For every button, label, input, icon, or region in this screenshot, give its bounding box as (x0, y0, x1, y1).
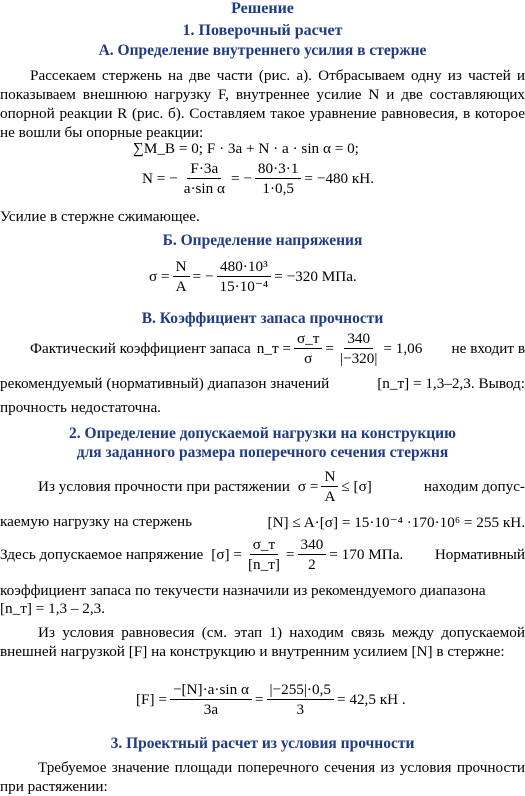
section-1a-heading: А. Определение внутреннего усилия в стержне (98, 42, 427, 59)
formula-n-den2: |−320| (339, 350, 378, 367)
solution-heading: Решение (231, 0, 294, 17)
section-3-heading: 3. Проектный расчет из условия прочности (110, 735, 415, 752)
formula-sigma (149, 258, 357, 296)
section-2-heading-line1: 2. Определение допускаемой нагрузки на конструкцию (69, 425, 456, 442)
range-values: = 1,3–2,3. Вывод: (412, 375, 525, 392)
paragraph-required-area: Требуемое значение площади поперечного сечения из условия прочности при растяжении: (0, 759, 525, 795)
formula-allowed-frac1 (245, 536, 283, 574)
formula-strength-lhs: σ = (297, 478, 319, 495)
formula-N-mid: = − (230, 170, 252, 187)
formula-F-lhs: [F] = (136, 691, 167, 708)
formula-strength-frac (321, 468, 338, 506)
paragraph-cut-rod: Рассекаем стержень на две части (рис. а). Отбрасываем одну из частей и показываем внешнюю нагрузку F, внутреннее усилие N и две составляющих опорной реакции R (рис. б). Составляем такое уравнение равновесия, в которое не вошли бы опорные реакции: (0, 67, 525, 141)
range-symbol: [n_т] (377, 375, 410, 392)
formula-sigma-frac2 (216, 258, 271, 296)
formula-strength-den: A (324, 488, 336, 505)
factual-coefficient-line: Фактический коэффициент запаса n_т = $\frac{\sigma\_т}{\sigma}$ = $\frac{340}{|-320|}$ = 1,06 не входит в (30, 330, 525, 367)
formula-n-frac1 (294, 330, 322, 368)
paragraph-compressed: Усилие в стержне сжимающее. (0, 208, 200, 225)
formula-F-num2: |−255|·0,5 (267, 681, 334, 700)
formula-N-num2: 80·3·1 (255, 160, 302, 179)
formula-strength-num: N (321, 468, 338, 487)
formula-allowed-den2: 2 (308, 556, 316, 573)
section-2-heading-line2: для заданного размера поперечного сечения стержня (76, 444, 449, 461)
formula-F-den: 3a (203, 701, 219, 718)
formula-F-frac1 (170, 681, 252, 719)
range-text: рекомендуемый (нормативный) диапазон значений (0, 375, 330, 392)
formula-allowed-num2: 340 (298, 536, 327, 555)
formula-N-den: a·sin α (183, 180, 225, 197)
strength-post: находим допус- (423, 478, 525, 495)
formula-F-den2: 3 (296, 701, 305, 718)
formula-F-result: = 42,5 кН . (336, 691, 406, 708)
allowed-stress-text: Здесь допускаемое напряжение (0, 546, 204, 563)
formula-sigma-den: A (175, 278, 187, 295)
paragraph-equilibrium: Из условия равновесия (см. этап 1) находим связь между допускаемой внешней нагрузкой [F] на конструкцию и внутренним усилием [N] в стержне: (0, 624, 525, 660)
formula-allowed-frac2 (298, 536, 327, 574)
formula-sigma-result: = −320 МПа. (274, 268, 357, 285)
coefficient-symbol: [n_т] (0, 600, 32, 617)
allowed-stress-post: Нормативный (434, 546, 525, 563)
formula-n-den: σ (304, 350, 313, 367)
formula-N (142, 160, 374, 198)
formula-load: [N] ≤ A·[σ] = 15·10⁻⁴ ·170·10⁶ = 255 кН. (267, 514, 525, 531)
allowed-load-text: каемую нагрузку на стержень (0, 513, 193, 530)
formula-n-num: σ_т (294, 330, 322, 349)
formula-moment-sum: ∑M_B = 0; F · 3a + N · a · sin α = 0; (133, 140, 359, 157)
coefficient-range (0, 600, 105, 618)
coefficient-values: = 1,3 – 2,3. (35, 600, 106, 617)
formula-N-frac2 (255, 160, 302, 198)
formula-allowed-den: [n_т] (247, 556, 280, 573)
range-line (0, 375, 525, 393)
formula-sigma-lhs: σ = (149, 268, 170, 285)
formula-N-frac1 (181, 160, 228, 198)
formula-N-result: = −480 кН. (304, 170, 375, 187)
allowed-stress-line: Здесь допускаемое напряжение [σ] = $\frac{\sigma\_т}{[n\_т]}$ = $\frac{340}{2}$ = 170 МПа. Нормативный (0, 536, 525, 573)
formula-strength-rhs: ≤ [σ] (341, 478, 372, 495)
allowed-load-line (0, 513, 525, 532)
factual-coefficient-post: не входит в (451, 340, 525, 357)
section-1b-heading: Б. Определение напряжения (162, 232, 363, 249)
formula-F: [F] = $\frac{\text{−[N]·a·sin α}}{3a}$ = $\frac{|-255|\cdot 0,5}{3}$ = 42,5 кН . (136, 681, 406, 718)
formula-sigma-mid: = − (192, 268, 214, 285)
strength-text: Из условия прочности при растяжении (38, 478, 290, 495)
formula-N-den2: 1·0,5 (262, 180, 294, 197)
formula-n-result: = 1,06 (383, 340, 423, 357)
formula-N-num: F·3a (187, 160, 221, 179)
formula-N-lhs: N = − (142, 170, 178, 187)
paragraph-insufficient: прочность недостаточна. (0, 399, 161, 416)
formula-F-frac2 (267, 681, 334, 719)
formula-sigma-den2: 15·10⁻⁴ (219, 278, 269, 295)
formula-sigma-frac1 (173, 258, 190, 296)
strength-condition-line (0, 468, 525, 506)
section-1c-heading: В. Коэффициент запаса прочности (141, 310, 384, 327)
formula-n-num2: 340 (344, 330, 373, 349)
formula-n-frac2 (337, 330, 380, 368)
formula-F-num: −[N]·a·sin α (170, 681, 252, 700)
formula-allowed-result: = 170 МПа. (329, 546, 404, 563)
formula-sigma-num: N (173, 258, 190, 277)
formula-n-lhs: n_т = (256, 340, 291, 357)
formula-sigma-num2: 480·10³ (217, 258, 271, 277)
formula-allowed-lhs: [σ] = (211, 546, 242, 563)
section-1-heading: 1. Поверочный расчет (182, 22, 343, 39)
formula-allowed-num: σ_т (250, 536, 278, 555)
paragraph-coefficient: коэффициент запаса по текучести назначили из рекомендуемого диапазона (0, 582, 486, 599)
factual-coefficient-text: Фактический коэффициент запаса (30, 340, 251, 357)
